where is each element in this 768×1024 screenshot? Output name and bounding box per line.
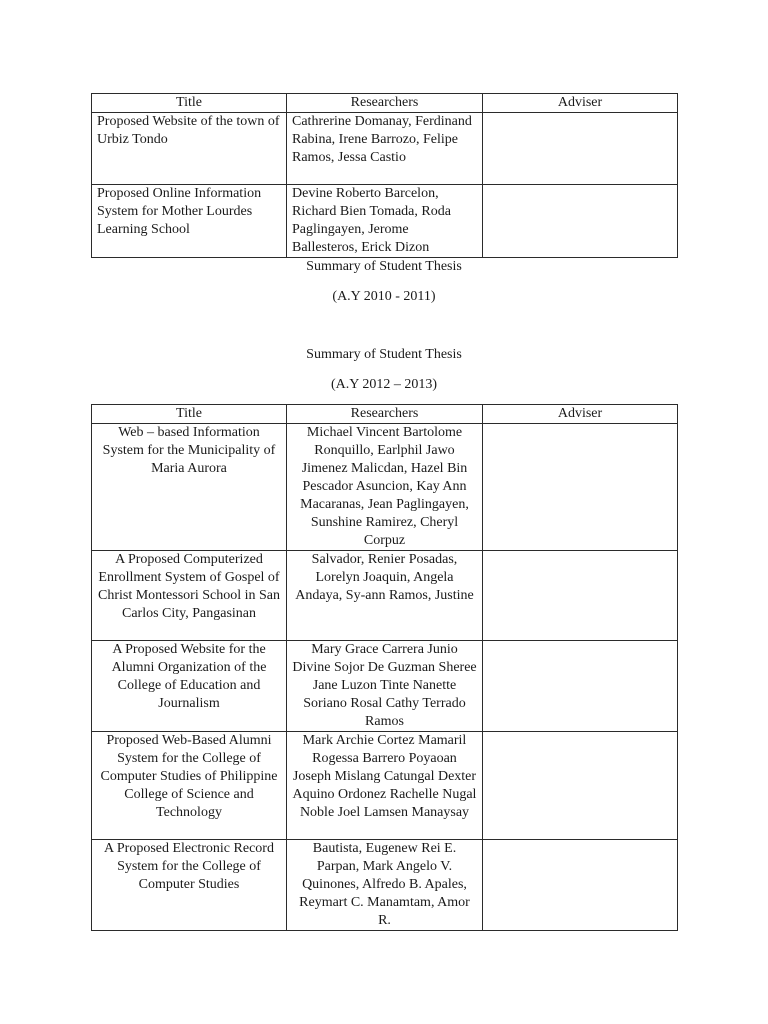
title-cell: Web – based Information System for the Municipality of Maria Aurora — [92, 424, 287, 551]
researchers-cell: Bautista, Eugenew Rei E. Parpan, Mark Angelo V. Quinones, Alfredo B. Apales, Reymart C. Manamtam, Amor R. — [287, 840, 483, 931]
table-row — [92, 424, 678, 551]
adviser-cell — [483, 551, 678, 641]
title-cell: A Proposed Website for the Alumni Organization of the College of Education and Journalism — [92, 641, 287, 732]
researchers-cell: Michael Vincent Bartolome Ronquillo, Earlphil Jawo Jimenez Malicdan, Hazel Bin Pescador Asuncion, Kay Ann Macaranas, Jean Paglingayen, Sunshine Ramirez, Cheryl Corpuz — [287, 424, 483, 551]
table-header-row — [92, 94, 678, 113]
adviser-cell — [483, 185, 678, 258]
researchers-cell: Devine Roberto Barcelon, Richard Bien Tomada, Roda Paglingayen, Jerome Ballesteros, Erick Dizon — [287, 185, 483, 258]
adviser-cell — [483, 424, 678, 551]
table-row — [92, 113, 678, 185]
table-row — [92, 840, 678, 931]
header-adviser: Adviser — [483, 94, 678, 113]
header-title: Title — [92, 94, 287, 113]
table-header-row — [92, 405, 678, 424]
header-researchers: Researchers — [287, 405, 483, 424]
caption-title: Summary of Student Thesis — [306, 259, 462, 274]
caption-year: (A.Y 2010 - 2011) — [332, 289, 436, 304]
header-adviser: Adviser — [483, 405, 678, 424]
adviser-cell — [483, 840, 678, 931]
table-row — [92, 185, 678, 258]
adviser-cell — [483, 641, 678, 732]
researchers-cell: Mark Archie Cortez Mamaril Rogessa Barrero Poyaoan Joseph Mislang Catungal Dexter Aquino Ordonez Rachelle Nugal Noble Joel Lamsen Manaysay — [287, 732, 483, 840]
adviser-cell — [483, 113, 678, 185]
caption-title: Summary of Student Thesis — [306, 347, 462, 362]
thesis-table-2012 — [91, 404, 678, 931]
table-row — [92, 732, 678, 840]
header-researchers: Researchers — [287, 94, 483, 113]
researchers-cell: Mary Grace Carrera Junio Divine Sojor De Guzman Sheree Jane Luzon Tinte Nanette Soriano Rosal Cathy Terrado Ramos — [287, 641, 483, 732]
title-cell: A Proposed Computerized Enrollment System of Gospel of Christ Montessori School in San Carlos City, Pangasinan — [92, 551, 287, 641]
table-row — [92, 551, 678, 641]
title-cell: A Proposed Electronic Record System for the College of Computer Studies — [92, 840, 287, 931]
adviser-cell — [483, 732, 678, 840]
table-row — [92, 641, 678, 732]
header-title: Title — [92, 405, 287, 424]
title-cell: Proposed Web-Based Alumni System for the College of Computer Studies of Philippine College of Science and Technology — [92, 732, 287, 840]
title-cell: Proposed Website of the town of Urbiz Tondo — [92, 113, 287, 185]
title-cell: Proposed Online Information System for Mother Lourdes Learning School — [92, 185, 287, 258]
thesis-table-2010 — [91, 93, 678, 258]
caption-year: (A.Y 2012 – 2013) — [330, 377, 438, 392]
researchers-cell: Salvador, Renier Posadas, Lorelyn Joaquin, Angela Andaya, Sy-ann Ramos, Justine — [287, 551, 483, 641]
researchers-cell: Cathrerine Domanay, Ferdinand Rabina, Irene Barrozo, Felipe Ramos, Jessa Castio — [287, 113, 483, 185]
